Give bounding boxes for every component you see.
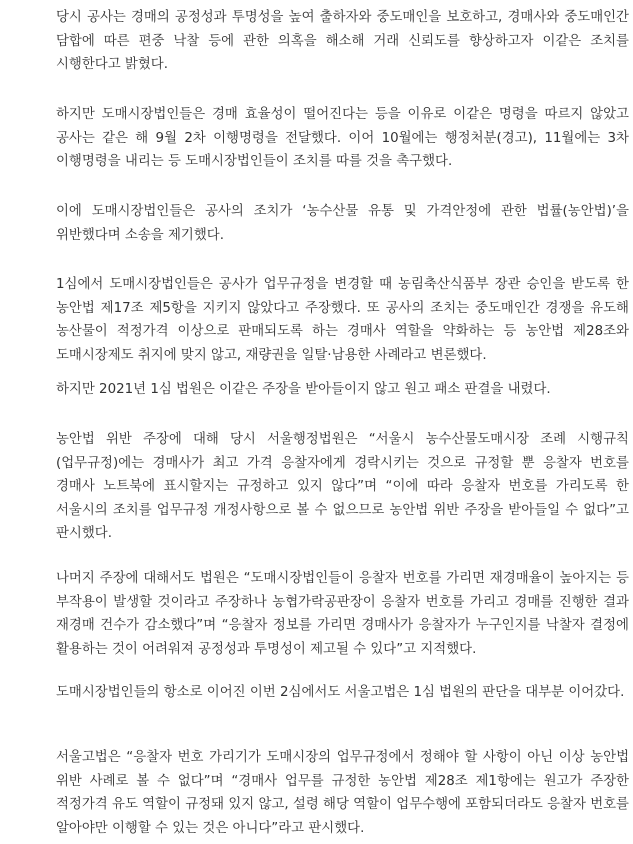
article-paragraph: 농안법 위반 주장에 대해 당시 서울행정법원은 “서울시 농수산물도매시장 조례 시행규칙(업무규정)에는 경매사가 최고 가격 응찰자에게 경락시키는 것으로 규정할 뿐 응찰자 번호를 경매사 노트북에 표시할지는 규정하고 있지 않다”며 “이에 따라 응찰자 번호를 가리도록 한 서울시의 조치를 업무규정 개정사항으로 볼 수 없으므로 농안법 위반 주장을 받아들일 수 없다”고 판시했다. [56,432,629,541]
article-paragraph: 나머지 주장에 대해서도 법원은 “도매시장법인들이 응찰자 번호를 가리면 재경매율이 높아지는 등 부작용이 발생할 것이라고 주장하나 농협가락공판장이 응찰자 번호를 가리고 경매를 진행한 결과 재경매 건수가 감소했다”며 “응찰자 정보를 가리면 경매사가 응찰자가 누구인지를 낙찰자 결정에 활용하는 것이 어려워져 공정성과 투명성이 제고될 수 있다”고 지적했다. [56,571,629,657]
article-paragraph: 하지만 도매시장법인들은 경매 효율성이 떨어진다는 등을 이유로 이같은 명령을 따르지 않았고 공사는 같은 해 9월 2차 이행명령을 전달했다. 이어 10월에는 행정처분(경고), 11월에는 3차 이행명령을 내리는 등 도매시장법인들이 조치를 따를 것을 촉구했다. [56,107,629,169]
article-paragraph: 1심에서 도매시장법인들은 공사가 업무규정을 변경할 때 농림축산식품부 장관 승인을 받도록 한 농안법 제17조 제5항을 지키지 않았다고 주장했다. 또 공사의 조치는 중도매인간 경쟁을 유도해 농산물이 적정가격 이상으로 판매되도록 하는 경매사 역할을 약화하는 등 농안법 제28조와 도매시장제도 취지에 맞지 않고, 재량권을 일탈·남용한 사례라고 변론했다. [56,277,629,363]
article-paragraph: 도매시장법인들의 항소로 이어진 이번 2심에서도 서울고법은 1심 법원의 판단을 대부분 이어갔다. [56,685,625,700]
article-paragraph: 이에 도매시장법인들은 공사의 조치가 ‘농수산물 유통 및 가격안정에 관한 법률(농안법)’을 위반했다며 소송을 제기했다. [56,204,629,243]
article-paragraph: 당시 공사는 경매의 공정성과 투명성을 높여 출하자와 중도매인을 보호하고, 경매사와 중도매인간 담합에 따른 편중 낙찰 등에 관한 의혹을 해소해 거래 신뢰도를 향상하고자 이같은 조치를 시행한다고 밝혔다. [56,10,629,72]
article-paragraph: 서울고법은 “응찰자 번호 가리기가 도매시장의 업무규정에서 정해야 할 사항이 아닌 이상 농안법 위반 사례로 볼 수 없다”며 “경매사 업무를 규정한 농안법 제28조 제1항에는 원고가 주장한 적정가격 유도 역할이 규정돼 있지 않고, 설령 해당 역할이 업무수행에 포함되더라도 응찰자 번호를 알아야만 이행할 수 있는 것은 아니다”라고 판시했다. [56,750,629,836]
article-paragraph: 하지만 2021년 1심 법원은 이같은 주장을 받아들이지 않고 원고 패소 판결을 내렸다. [56,382,551,397]
